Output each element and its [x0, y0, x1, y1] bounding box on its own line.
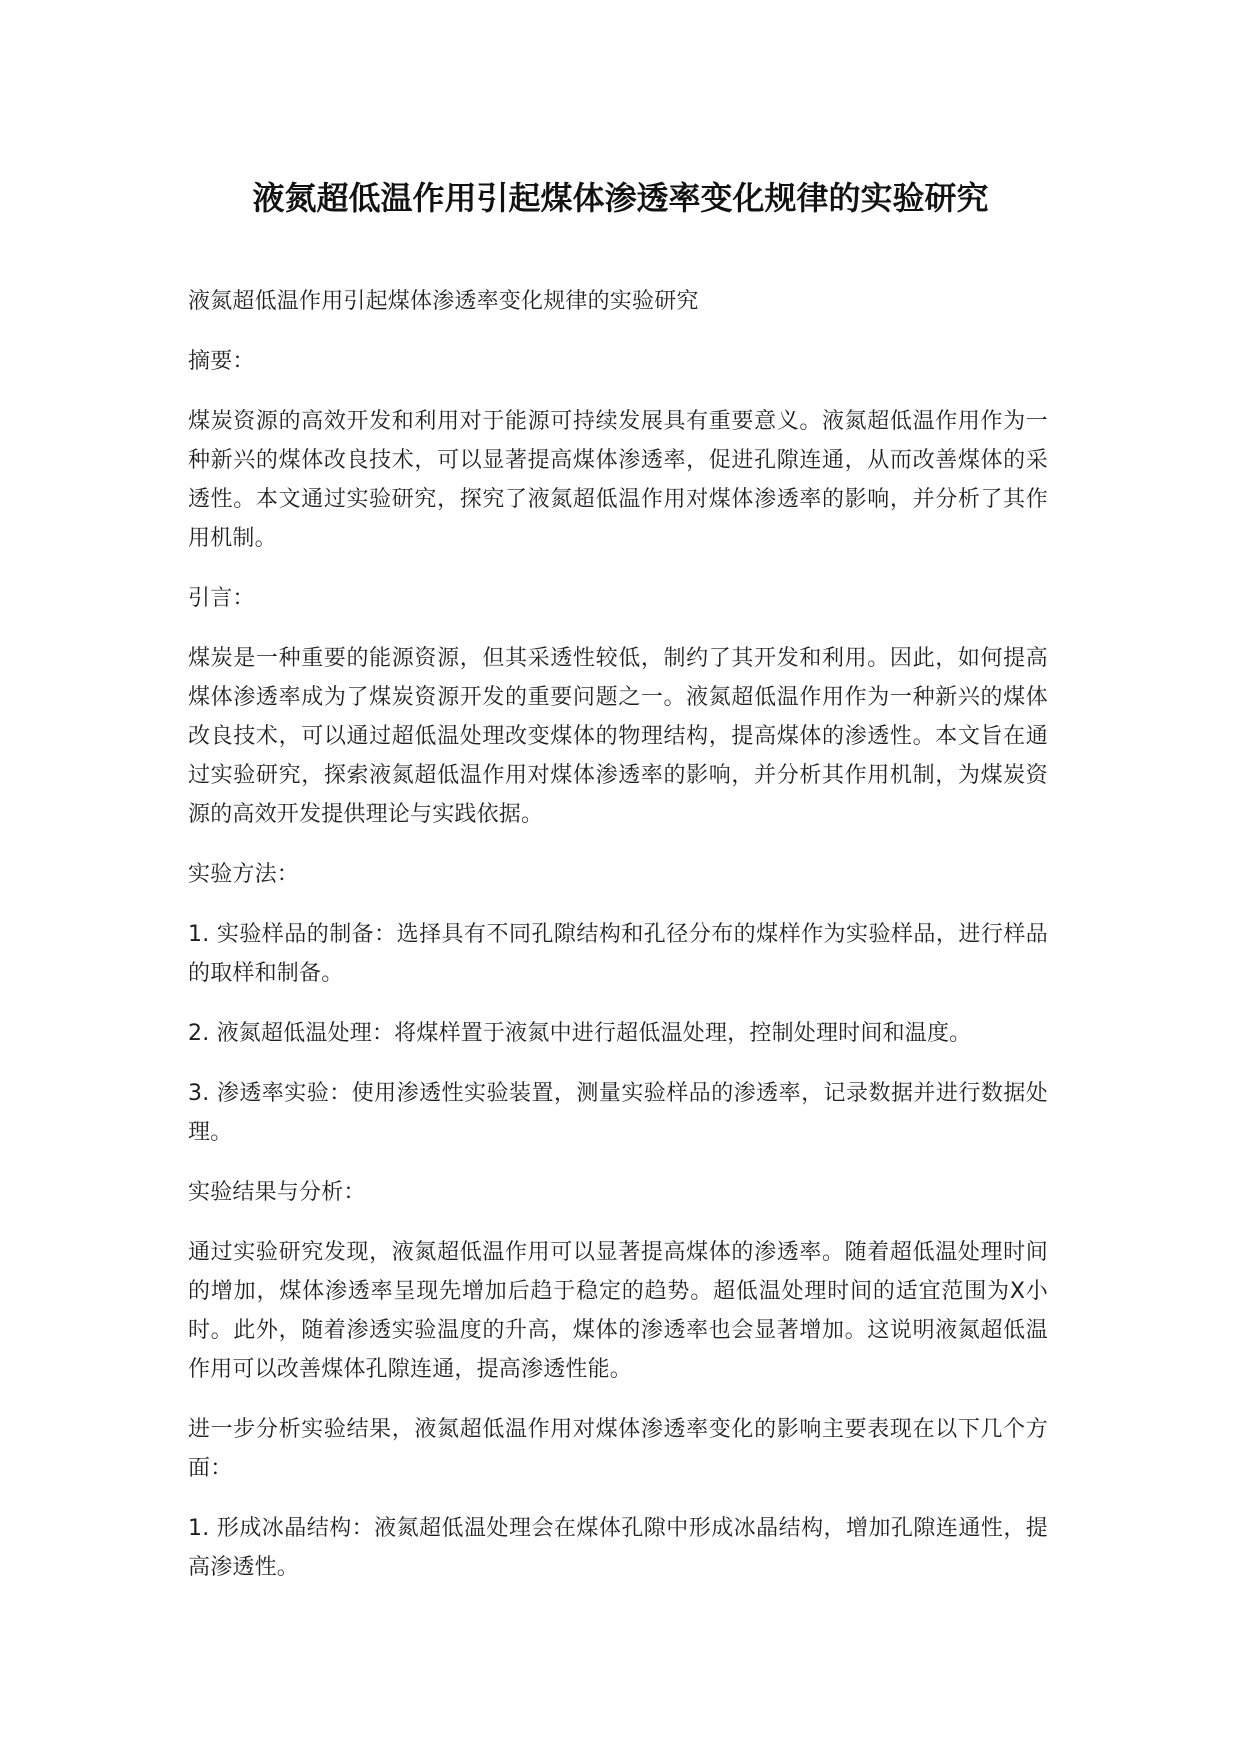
introduction-paragraph: 煤炭是一种重要的能源资源，但其采透性较低，制约了其开发和利用。因此，如何提高煤体渗透率成为了煤炭资源开发的重要问题之一。液氮超低温作用作为一种新兴的煤体改良技术，可以通过超低温处理改变煤体的物理结构，提高煤体的渗透性。本文旨在通过实验研究，探索液氮超低温作用对煤体渗透率的影响，并分析其作用机制，为煤炭资源的高效开发提供理论与实践依据。 [188, 646, 1048, 827]
analysis-paragraph: 进一步分析实验结果，液氮超低温作用对煤体渗透率变化的影响主要表现在以下几个方面： [188, 1417, 1048, 1481]
results-heading: 实验结果与分析： [188, 1180, 366, 1205]
abstract-heading: 摘要： [188, 349, 255, 374]
results-paragraph: 通过实验研究发现，液氮超低温作用可以显著提高煤体的渗透率。随着超低温处理时间的增加，煤体渗透率呈现先增加后趋于稳定的趋势。超低温处理时间的适宜范围为X小时。此外，随着渗透实验温度的升高，煤体的渗透率也会显著增加。这说明液氮超低温作用可以改善煤体孔隙连通，提高渗透性能。 [188, 1240, 1048, 1382]
subtitle-paragraph: 液氮超低温作用引起煤体渗透率变化规律的实验研究 [188, 289, 699, 314]
methods-item-1: 1. 实验样品的制备：选择具有不同孔隙结构和孔径分布的煤样作为实验样品，进行样品的取样和制备。 [188, 922, 1048, 986]
abstract-paragraph: 煤炭资源的高效开发和利用对于能源可持续发展具有重要意义。液氮超低温作用作为一种新兴的煤体改良技术，可以显著提高煤体渗透率，促进孔隙连通，从而改善煤体的采透性。本文通过实验研究，探究了液氮超低温作用对煤体渗透率的影响，并分析了其作用机制。 [188, 409, 1048, 551]
methods-item-2: 2. 液氮超低温处理：将煤样置于液氮中进行超低温处理，控制处理时间和温度。 [188, 1021, 972, 1046]
analysis-item-1: 1. 形成冰晶结构：液氮超低温处理会在煤体孔隙中形成冰晶结构，增加孔隙连通性，提高渗透性。 [188, 1516, 1048, 1580]
methods-heading: 实验方法： [188, 862, 300, 887]
document-title: 液氮超低温作用引起煤体渗透率变化规律的实验研究 [252, 179, 989, 217]
methods-item-3: 3. 渗透率实验：使用渗透性实验装置，测量实验样品的渗透率，记录数据并进行数据处理。 [188, 1081, 1048, 1145]
introduction-heading: 引言： [188, 586, 255, 611]
document-body [188, 282, 1048, 1608]
